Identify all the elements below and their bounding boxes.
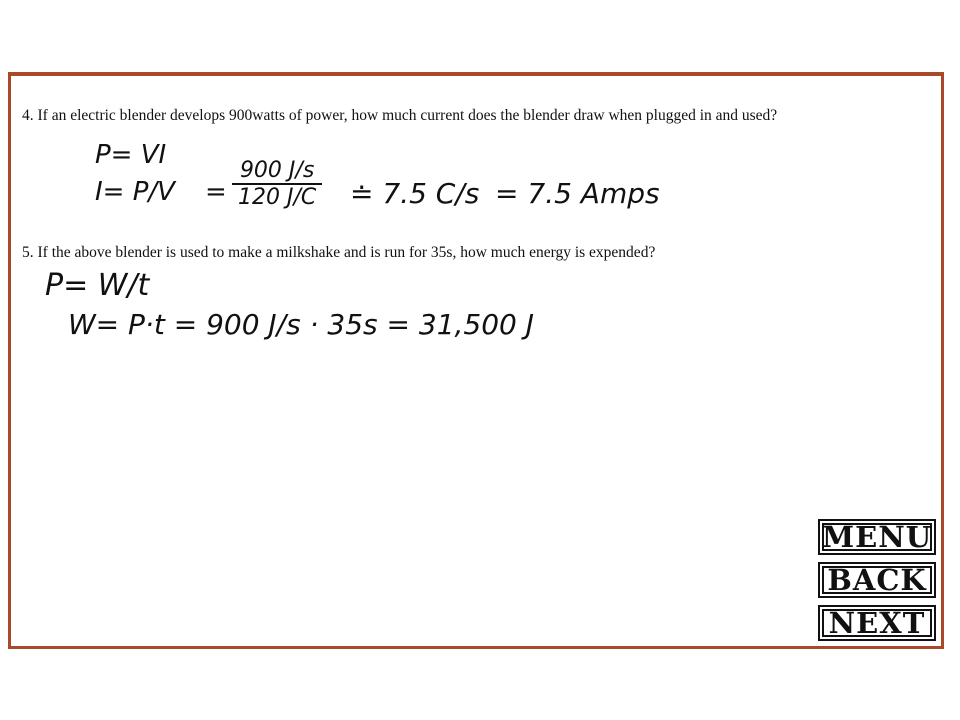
q4-fraction-numerator: 900 J/s bbox=[232, 158, 322, 185]
q4-work-approx: ≐ 7.5 C/s bbox=[350, 177, 480, 210]
q4-work-equals: = bbox=[205, 177, 227, 207]
q4-work-fraction bbox=[232, 158, 322, 210]
q4-work-line1: P= VI bbox=[95, 140, 167, 170]
q4-work-result: = 7.5 Amps bbox=[495, 177, 660, 210]
next-button[interactable] bbox=[818, 605, 936, 641]
q4-fraction-denominator: 120 J/C bbox=[238, 185, 317, 210]
back-button-label: BACK bbox=[827, 563, 927, 597]
q5-work-line1: P= W/t bbox=[45, 268, 150, 303]
q4-work-lhs: I= P/V bbox=[95, 177, 175, 207]
menu-button[interactable] bbox=[818, 519, 936, 555]
back-button[interactable] bbox=[818, 562, 936, 598]
question-5-text: 5. If the above blender is used to make a milkshake and is run for 35s, how much energy is expended? bbox=[22, 244, 656, 261]
q5-work-line2: W= P·t = 900 J/s · 35s = 31,500 J bbox=[68, 308, 535, 341]
next-button-label: NEXT bbox=[828, 606, 926, 640]
menu-button-label: MENU bbox=[821, 520, 932, 554]
question-4-text: 4. If an electric blender develops 900watts of power, how much current does the blender draw when plugged in and used? bbox=[22, 107, 778, 124]
